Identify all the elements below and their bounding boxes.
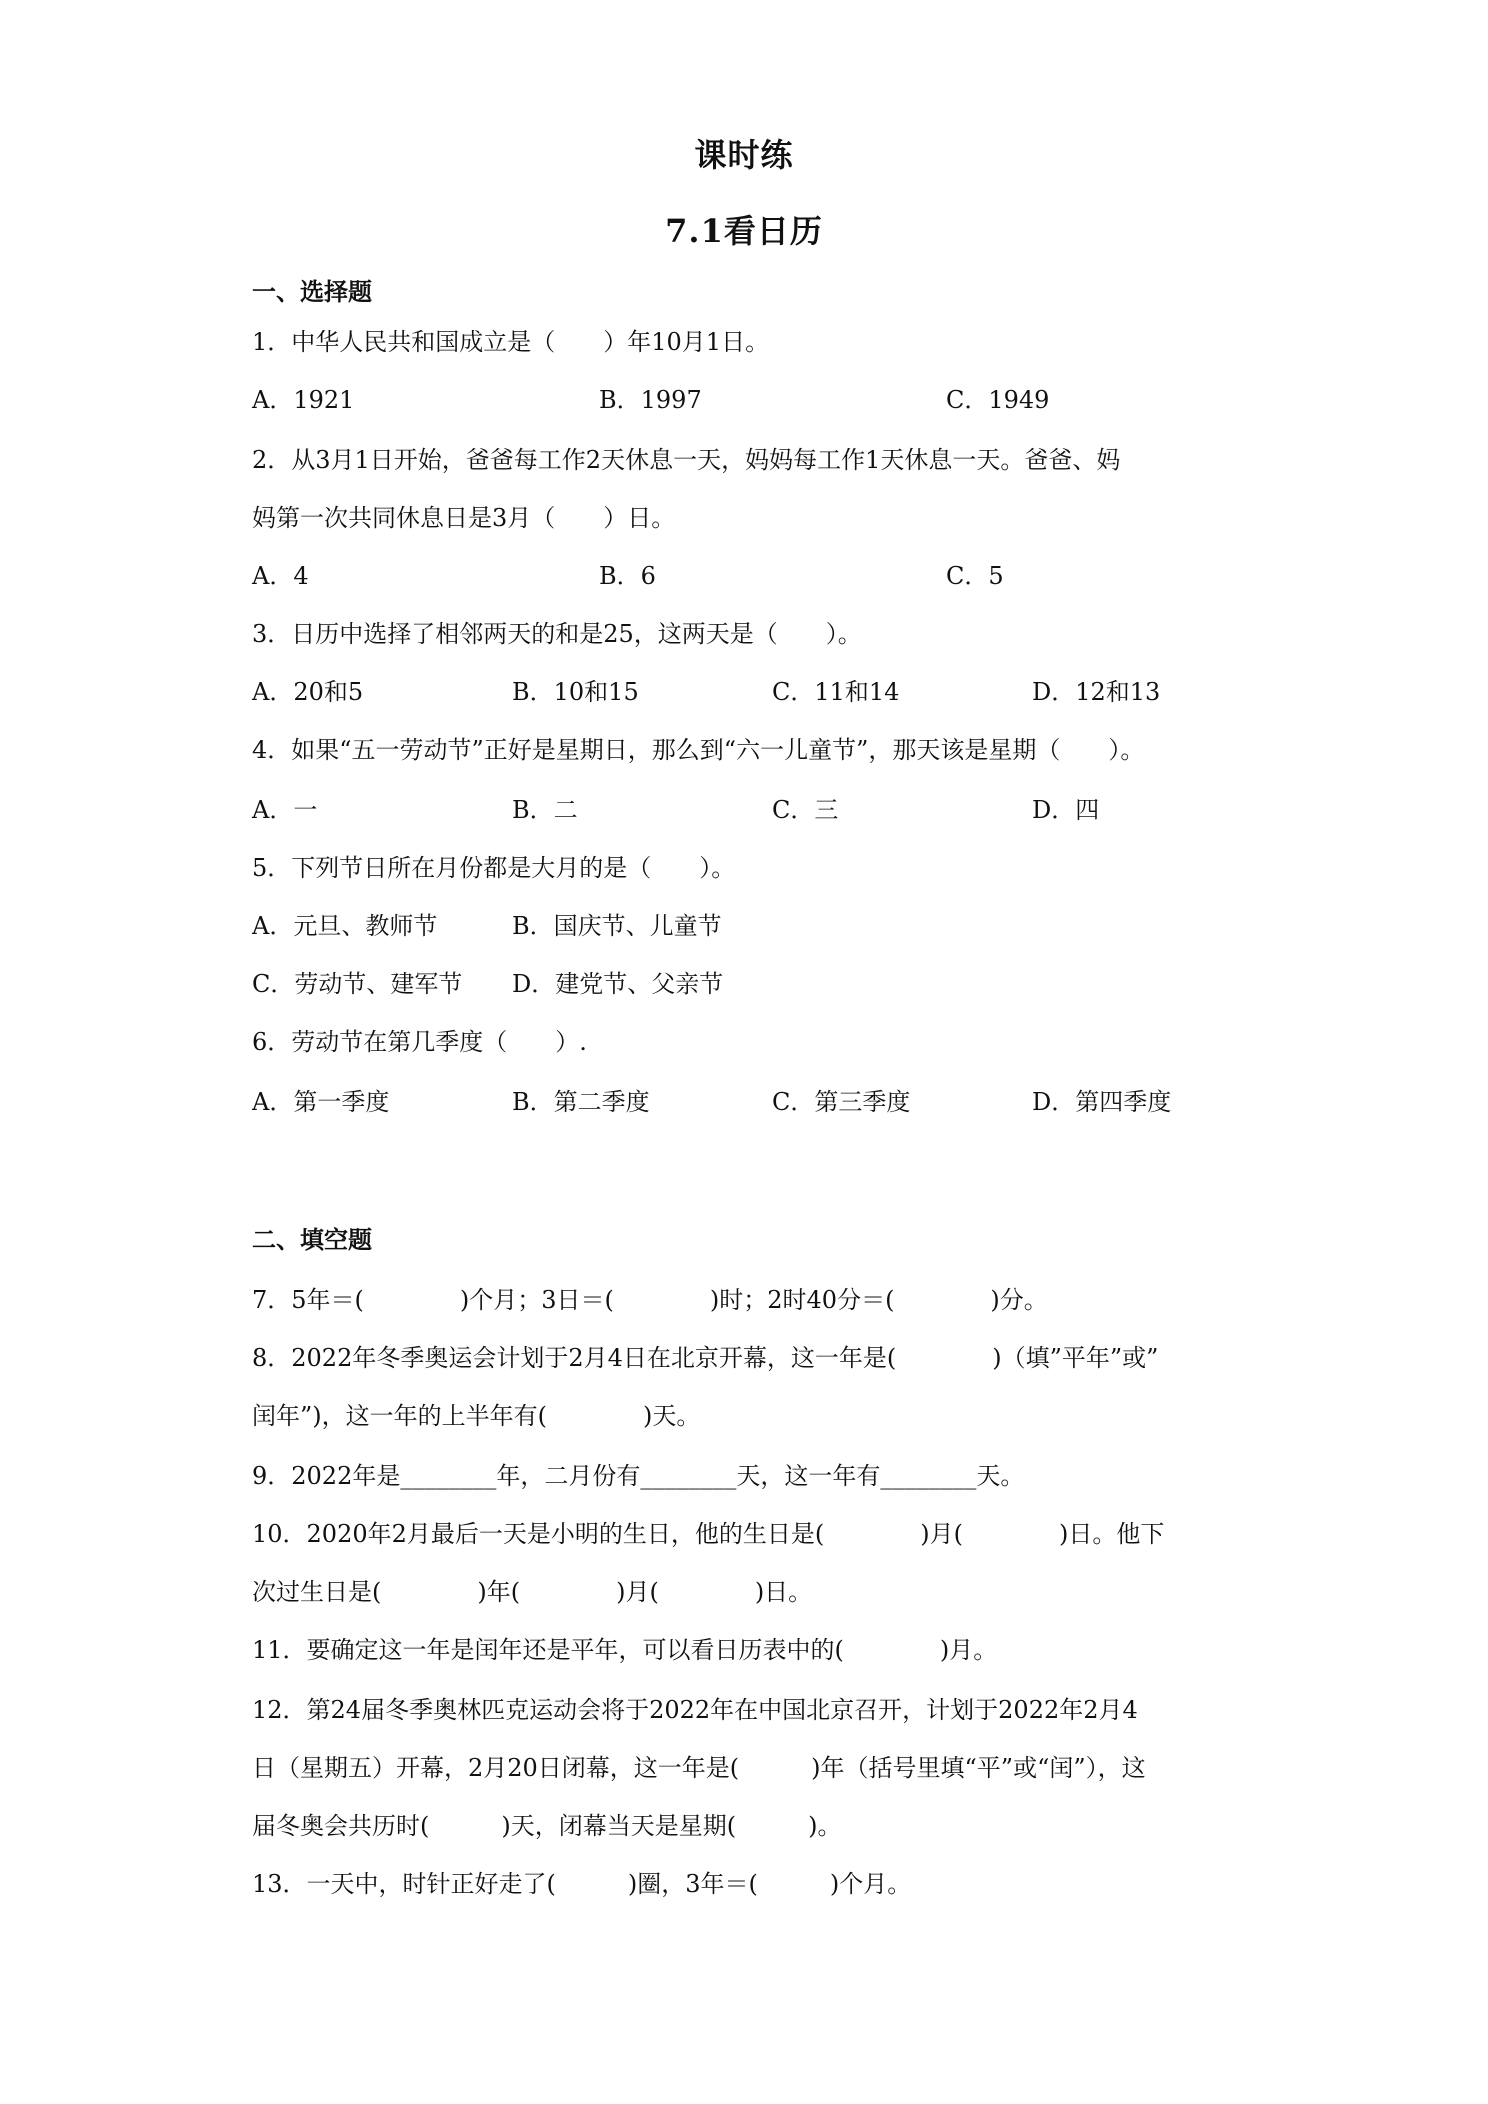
question-text: 7．5年＝( )个月；3日＝( )时；2时40分＝( )分。	[252, 1286, 1048, 1314]
question-text: 11．要确定这一年是闰年还是平年，可以看日历表中的( )月。	[252, 1636, 998, 1664]
question-text: 1．中华人民共和国成立是（ ）年10月1日。	[252, 328, 770, 356]
question-text: 10．2020年2月最后一天是小明的生日，他的生日是( )月( )日。他下	[252, 1520, 1165, 1548]
page-title: 课时练	[694, 136, 794, 174]
page-subtitle: 7.1看日历	[665, 212, 823, 250]
option-c: C．11和14	[772, 678, 900, 706]
question-text: 9．2022年是________年，二月份有________天，这一年有________天。	[252, 1462, 1025, 1490]
question-text-continued: 届冬奥会共历时( )天，闭幕当天是星期( )。	[252, 1812, 842, 1840]
section-heading-choice: 一、选择题	[252, 277, 372, 306]
question-text-continued: 妈第一次共同休息日是3月（ ）日。	[252, 504, 676, 532]
question-text-continued: 次过生日是( )年( )月( )日。	[252, 1578, 813, 1606]
question-text: 12．第24届冬季奥林匹克运动会将于2022年在中国北京召开，计划于2022年2月4	[252, 1696, 1138, 1724]
question-text-continued: 闰年”)，这一年的上半年有( )天。	[252, 1402, 701, 1430]
question-text-continued: 日（星期五）开幕，2月20日闭幕，这一年是( )年（括号里填“平”或“闰”），这	[252, 1754, 1146, 1782]
question-text: 5．下列节日所在月份都是大月的是（ ）。	[252, 854, 736, 882]
option-d: D．12和13	[1032, 678, 1161, 706]
option-c: C．劳动节、建军节	[252, 970, 463, 998]
question-text: 3．日历中选择了相邻两天的和是25，这两天是（ ）。	[252, 620, 862, 648]
option-b: B．6	[599, 562, 656, 590]
question-text: 4．如果“五一劳动节”正好是星期日，那么到“六一儿童节”，那天该是星期（ ）。	[252, 736, 1145, 764]
question-text: 6．劳动节在第几季度（ ）.	[252, 1028, 587, 1056]
option-c: C．三	[772, 796, 839, 824]
option-c: C．第三季度	[772, 1088, 911, 1116]
section-heading-fill-blank: 二、填空题	[252, 1225, 372, 1254]
option-b: B．二	[512, 796, 578, 824]
option-a: A．第一季度	[252, 1088, 390, 1116]
option-d: D．建党节、父亲节	[512, 970, 724, 998]
option-c: C．5	[946, 562, 1004, 590]
option-b: B．10和15	[512, 678, 639, 706]
option-a: A．1921	[252, 386, 355, 414]
option-b: B．1997	[599, 386, 702, 414]
option-c: C．1949	[946, 386, 1050, 414]
option-a: A．一	[252, 796, 318, 824]
option-a: A．4	[252, 562, 309, 590]
question-text: 13．一天中，时针正好走了( )圈，3年＝( )个月。	[252, 1870, 912, 1898]
question-text: 2．从3月1日开始，爸爸每工作2天休息一天，妈妈每工作1天休息一天。爸爸、妈	[252, 446, 1121, 474]
option-a: A．元旦、教师节	[252, 912, 438, 940]
option-a: A．20和5	[252, 678, 364, 706]
option-b: B．第二季度	[512, 1088, 650, 1116]
option-d: D．四	[1032, 796, 1100, 824]
option-d: D．第四季度	[1032, 1088, 1172, 1116]
question-text: 8．2022年冬季奥运会计划于2月4日在北京开幕，这一年是( )（填”平年”或”	[252, 1344, 1159, 1372]
option-b: B．国庆节、儿童节	[512, 912, 722, 940]
